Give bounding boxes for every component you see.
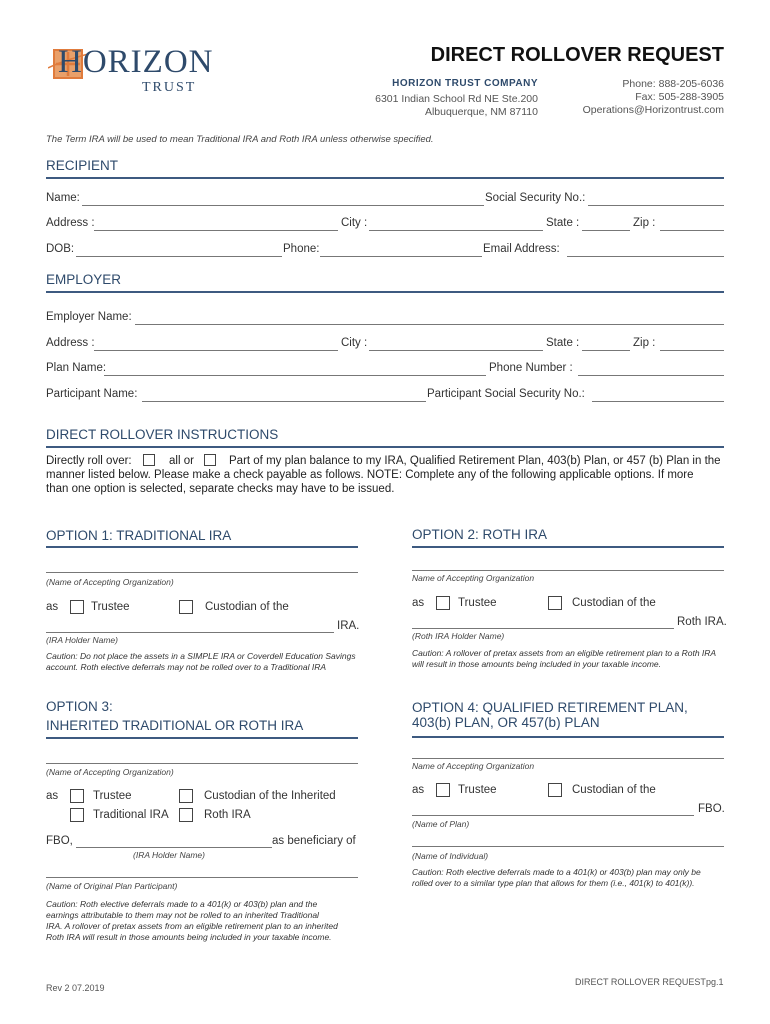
recipient-email-label: Email Address: <box>483 243 560 255</box>
option4-fbo-label: FBO. <box>698 803 725 815</box>
footer-page-number: pg.1 <box>706 977 724 987</box>
option2-roth-holder-field[interactable] <box>412 628 674 629</box>
company-address-2: Albuquerque, NM 87110 <box>424 106 538 118</box>
option4-plan-caption: (Name of Plan) <box>412 819 470 829</box>
option3-traditional-label: Traditional IRA <box>93 809 169 821</box>
instructions-rule <box>46 446 724 448</box>
employer-zip-field[interactable] <box>660 350 724 351</box>
option2-trustee-label: Trustee <box>458 597 497 609</box>
company-phone: Phone: 888-205-6036 <box>622 78 724 90</box>
employer-city-label: City : <box>341 337 368 349</box>
option4-custodian-checkbox[interactable] <box>548 783 562 797</box>
option3-fbo-field[interactable] <box>76 847 272 848</box>
option4-individual-caption: (Name of Individual) <box>412 851 489 861</box>
option3-custodian-label: Custodian of the Inherited <box>204 790 336 802</box>
option4-caution-2: rolled over to a similar type plan that allows for them (i.e., 401(k) to 401(k)). <box>412 878 695 888</box>
rollover-part-checkbox[interactable] <box>204 454 216 466</box>
recipient-zip-field[interactable] <box>660 230 724 231</box>
option4-individual-field[interactable] <box>412 846 724 847</box>
option2-accepting-org-caption: Name of Accepting Organization <box>412 573 535 583</box>
option2-custodian-checkbox[interactable] <box>548 596 562 610</box>
option2-trustee-checkbox[interactable] <box>436 596 450 610</box>
option3-accepting-org-caption: (Name of Accepting Organization) <box>46 767 174 777</box>
option4-as-label: as <box>412 784 425 796</box>
option1-ira-holder-field[interactable] <box>46 632 334 633</box>
directly-roll-over-label: Directly roll over: <box>46 455 132 467</box>
employer-state-label: State : <box>546 337 580 349</box>
company-logo <box>46 40 246 100</box>
option1-heading: OPTION 1: TRADITIONAL IRA <box>46 528 232 543</box>
recipient-city-field[interactable] <box>369 230 543 231</box>
option1-custodian-checkbox[interactable] <box>179 600 193 614</box>
option1-custodian-label: Custodian of the <box>205 601 289 613</box>
option3-caution-2: earnings attributable to them may not be rolled to an inherited Traditional <box>46 910 319 920</box>
plan-name-label: Plan Name: <box>46 362 107 374</box>
option3-roth-label: Roth IRA <box>204 809 251 821</box>
option3-traditional-checkbox[interactable] <box>70 808 84 822</box>
recipient-state-label: State : <box>546 217 580 229</box>
company-fax: Fax: 505-288-3905 <box>635 91 724 103</box>
option1-caution-1: Caution: Do not place the assets in a SIMPLE IRA or Coverdell Education Savings <box>46 651 356 661</box>
recipient-heading: RECIPIENT <box>46 158 119 173</box>
recipient-city-label: City : <box>341 217 368 229</box>
recipient-address-field[interactable] <box>94 230 338 231</box>
option4-trustee-label: Trustee <box>458 784 497 796</box>
option3-trustee-checkbox[interactable] <box>70 789 84 803</box>
option3-original-participant-field[interactable] <box>46 877 358 878</box>
employer-name-label: Employer Name: <box>46 311 132 323</box>
employer-state-field[interactable] <box>582 350 630 351</box>
option1-ira-label: IRA. <box>337 620 360 632</box>
instructions-line-2: manner listed below. Please make a check payable as follows. NOTE: Complete any of the following applicable options. If more <box>46 469 694 481</box>
option3-custodian-checkbox[interactable] <box>179 789 193 803</box>
employer-phone-label: Phone Number : <box>489 362 573 374</box>
option2-as-label: as <box>412 597 425 609</box>
option4-heading-1: OPTION 4: QUALIFIED RETIREMENT PLAN, <box>412 700 688 715</box>
employer-rule <box>46 291 724 293</box>
company-email: Operations@Horizontrust.com <box>582 104 724 116</box>
instructions-line-3: than one option is selected, separate checks may have to be issued. <box>46 483 395 495</box>
recipient-name-label: Name: <box>46 192 80 204</box>
option4-accepting-org-field[interactable] <box>412 758 724 759</box>
instructions-heading: DIRECT ROLLOVER INSTRUCTIONS <box>46 427 279 442</box>
option3-beneficiary-label: as beneficiary of <box>272 835 356 847</box>
employer-address-field[interactable] <box>94 350 338 351</box>
option1-caution-2: account. Roth elective deferrals may not be rolled over to a Traditional IRA <box>46 662 327 672</box>
option1-trustee-checkbox[interactable] <box>70 600 84 614</box>
logo-subtitle: TRUST <box>142 80 197 95</box>
rollover-all-checkbox[interactable] <box>143 454 155 466</box>
employer-zip-label: Zip : <box>633 337 656 349</box>
participant-ssn-field[interactable] <box>592 401 724 402</box>
revision-label: Rev 2 07.2019 <box>46 983 105 993</box>
company-address-1: 6301 Indian School Rd NE Ste.200 <box>375 93 538 105</box>
employer-phone-field[interactable] <box>578 375 724 376</box>
recipient-name-field[interactable] <box>82 205 484 206</box>
company-name: HORIZON TRUST COMPANY <box>392 78 538 89</box>
recipient-rule <box>46 177 724 179</box>
recipient-phone-field[interactable] <box>320 256 482 257</box>
option3-caution-4: Roth IRA will result in those amounts being included in your taxable income. <box>46 932 332 942</box>
option4-caution-1: Caution: Roth elective deferrals made to a 401(k) or 403(b) plan may only be <box>412 867 701 877</box>
recipient-email-field[interactable] <box>567 256 724 257</box>
option4-rule <box>412 736 724 738</box>
page-title: DIRECT ROLLOVER REQUEST <box>430 44 724 66</box>
employer-heading: EMPLOYER <box>46 272 122 287</box>
option2-caution-2: will result in those amounts being included in your taxable income. <box>412 659 661 669</box>
participant-name-field[interactable] <box>142 401 426 402</box>
option3-heading-1: OPTION 3: <box>46 699 113 714</box>
recipient-address-label: Address : <box>46 217 95 229</box>
option3-holder-caption: (IRA Holder Name) <box>133 850 205 860</box>
option3-roth-checkbox[interactable] <box>179 808 193 822</box>
option4-trustee-checkbox[interactable] <box>436 783 450 797</box>
option2-holder-caption: (Roth IRA Holder Name) <box>412 631 505 641</box>
option1-rule <box>46 546 358 548</box>
option1-accepting-org-field[interactable] <box>46 572 358 573</box>
recipient-ssn-field[interactable] <box>588 205 724 206</box>
option2-custodian-label: Custodian of the <box>572 597 656 609</box>
option1-holder-caption: (IRA Holder Name) <box>46 635 118 645</box>
participant-name-label: Participant Name: <box>46 388 138 400</box>
option3-as-label: as <box>46 790 59 802</box>
employer-name-field[interactable] <box>135 324 724 325</box>
option3-caution-1: Caution: Roth elective deferrals made to a 401(k) or 403(b) plan and the <box>46 899 318 909</box>
option2-rule <box>412 546 724 548</box>
participant-ssn-label: Participant Social Security No.: <box>427 388 585 400</box>
option3-original-caption: (Name of Original Plan Participant) <box>46 881 178 891</box>
option1-accepting-org-caption: (Name of Accepting Organization) <box>46 577 174 587</box>
option2-caution-1: Caution: A rollover of pretax assets from an eligible retirement plan to a Roth IRA <box>412 648 717 658</box>
option1-as-label: as <box>46 601 59 613</box>
option3-accepting-org-field[interactable] <box>46 763 358 764</box>
recipient-zip-label: Zip : <box>633 217 656 229</box>
recipient-ssn-label: Social Security No.: <box>485 192 586 204</box>
option3-trustee-label: Trustee <box>93 790 132 802</box>
employer-city-field[interactable] <box>369 350 543 351</box>
option4-heading-2: 403(b) PLAN, OR 457(b) PLAN <box>412 715 600 730</box>
option4-accepting-org-caption: Name of Accepting Organization <box>412 761 535 771</box>
option3-rule <box>46 737 358 739</box>
option3-heading-2: INHERITED TRADITIONAL OR ROTH IRA <box>46 718 304 733</box>
option4-custodian-label: Custodian of the <box>572 784 656 796</box>
option3-fbo-label: FBO, <box>46 835 73 847</box>
option4-plan-name-field[interactable] <box>412 815 694 816</box>
option2-heading: OPTION 2: ROTH IRA <box>412 527 548 542</box>
plan-name-field[interactable] <box>104 375 486 376</box>
recipient-dob-field[interactable] <box>76 256 282 257</box>
recipient-dob-label: DOB: <box>46 243 75 255</box>
ira-term-note: The Term IRA will be used to mean Traditional IRA and Roth IRA unless otherwise specified. <box>46 134 434 145</box>
option2-roth-label: Roth IRA. <box>677 616 727 628</box>
recipient-phone-label: Phone: <box>283 243 320 255</box>
instructions-line-1: Part of my plan balance to my IRA, Qualified Retirement Plan, 403(b) Plan, or 457 (b) Plan in the <box>229 455 721 467</box>
employer-address-label: Address : <box>46 337 95 349</box>
option3-caution-3: IRA. A rollover of pretax assets from an eligible retirement plan to an inherited <box>46 921 338 931</box>
option1-trustee-label: Trustee <box>91 601 130 613</box>
logo-wordmark: HORIZON <box>58 44 214 80</box>
all-or-label: all or <box>169 455 194 467</box>
option2-accepting-org-field[interactable] <box>412 570 724 571</box>
footer-title: DIRECT ROLLOVER REQUEST <box>575 977 706 987</box>
recipient-state-field[interactable] <box>582 230 630 231</box>
